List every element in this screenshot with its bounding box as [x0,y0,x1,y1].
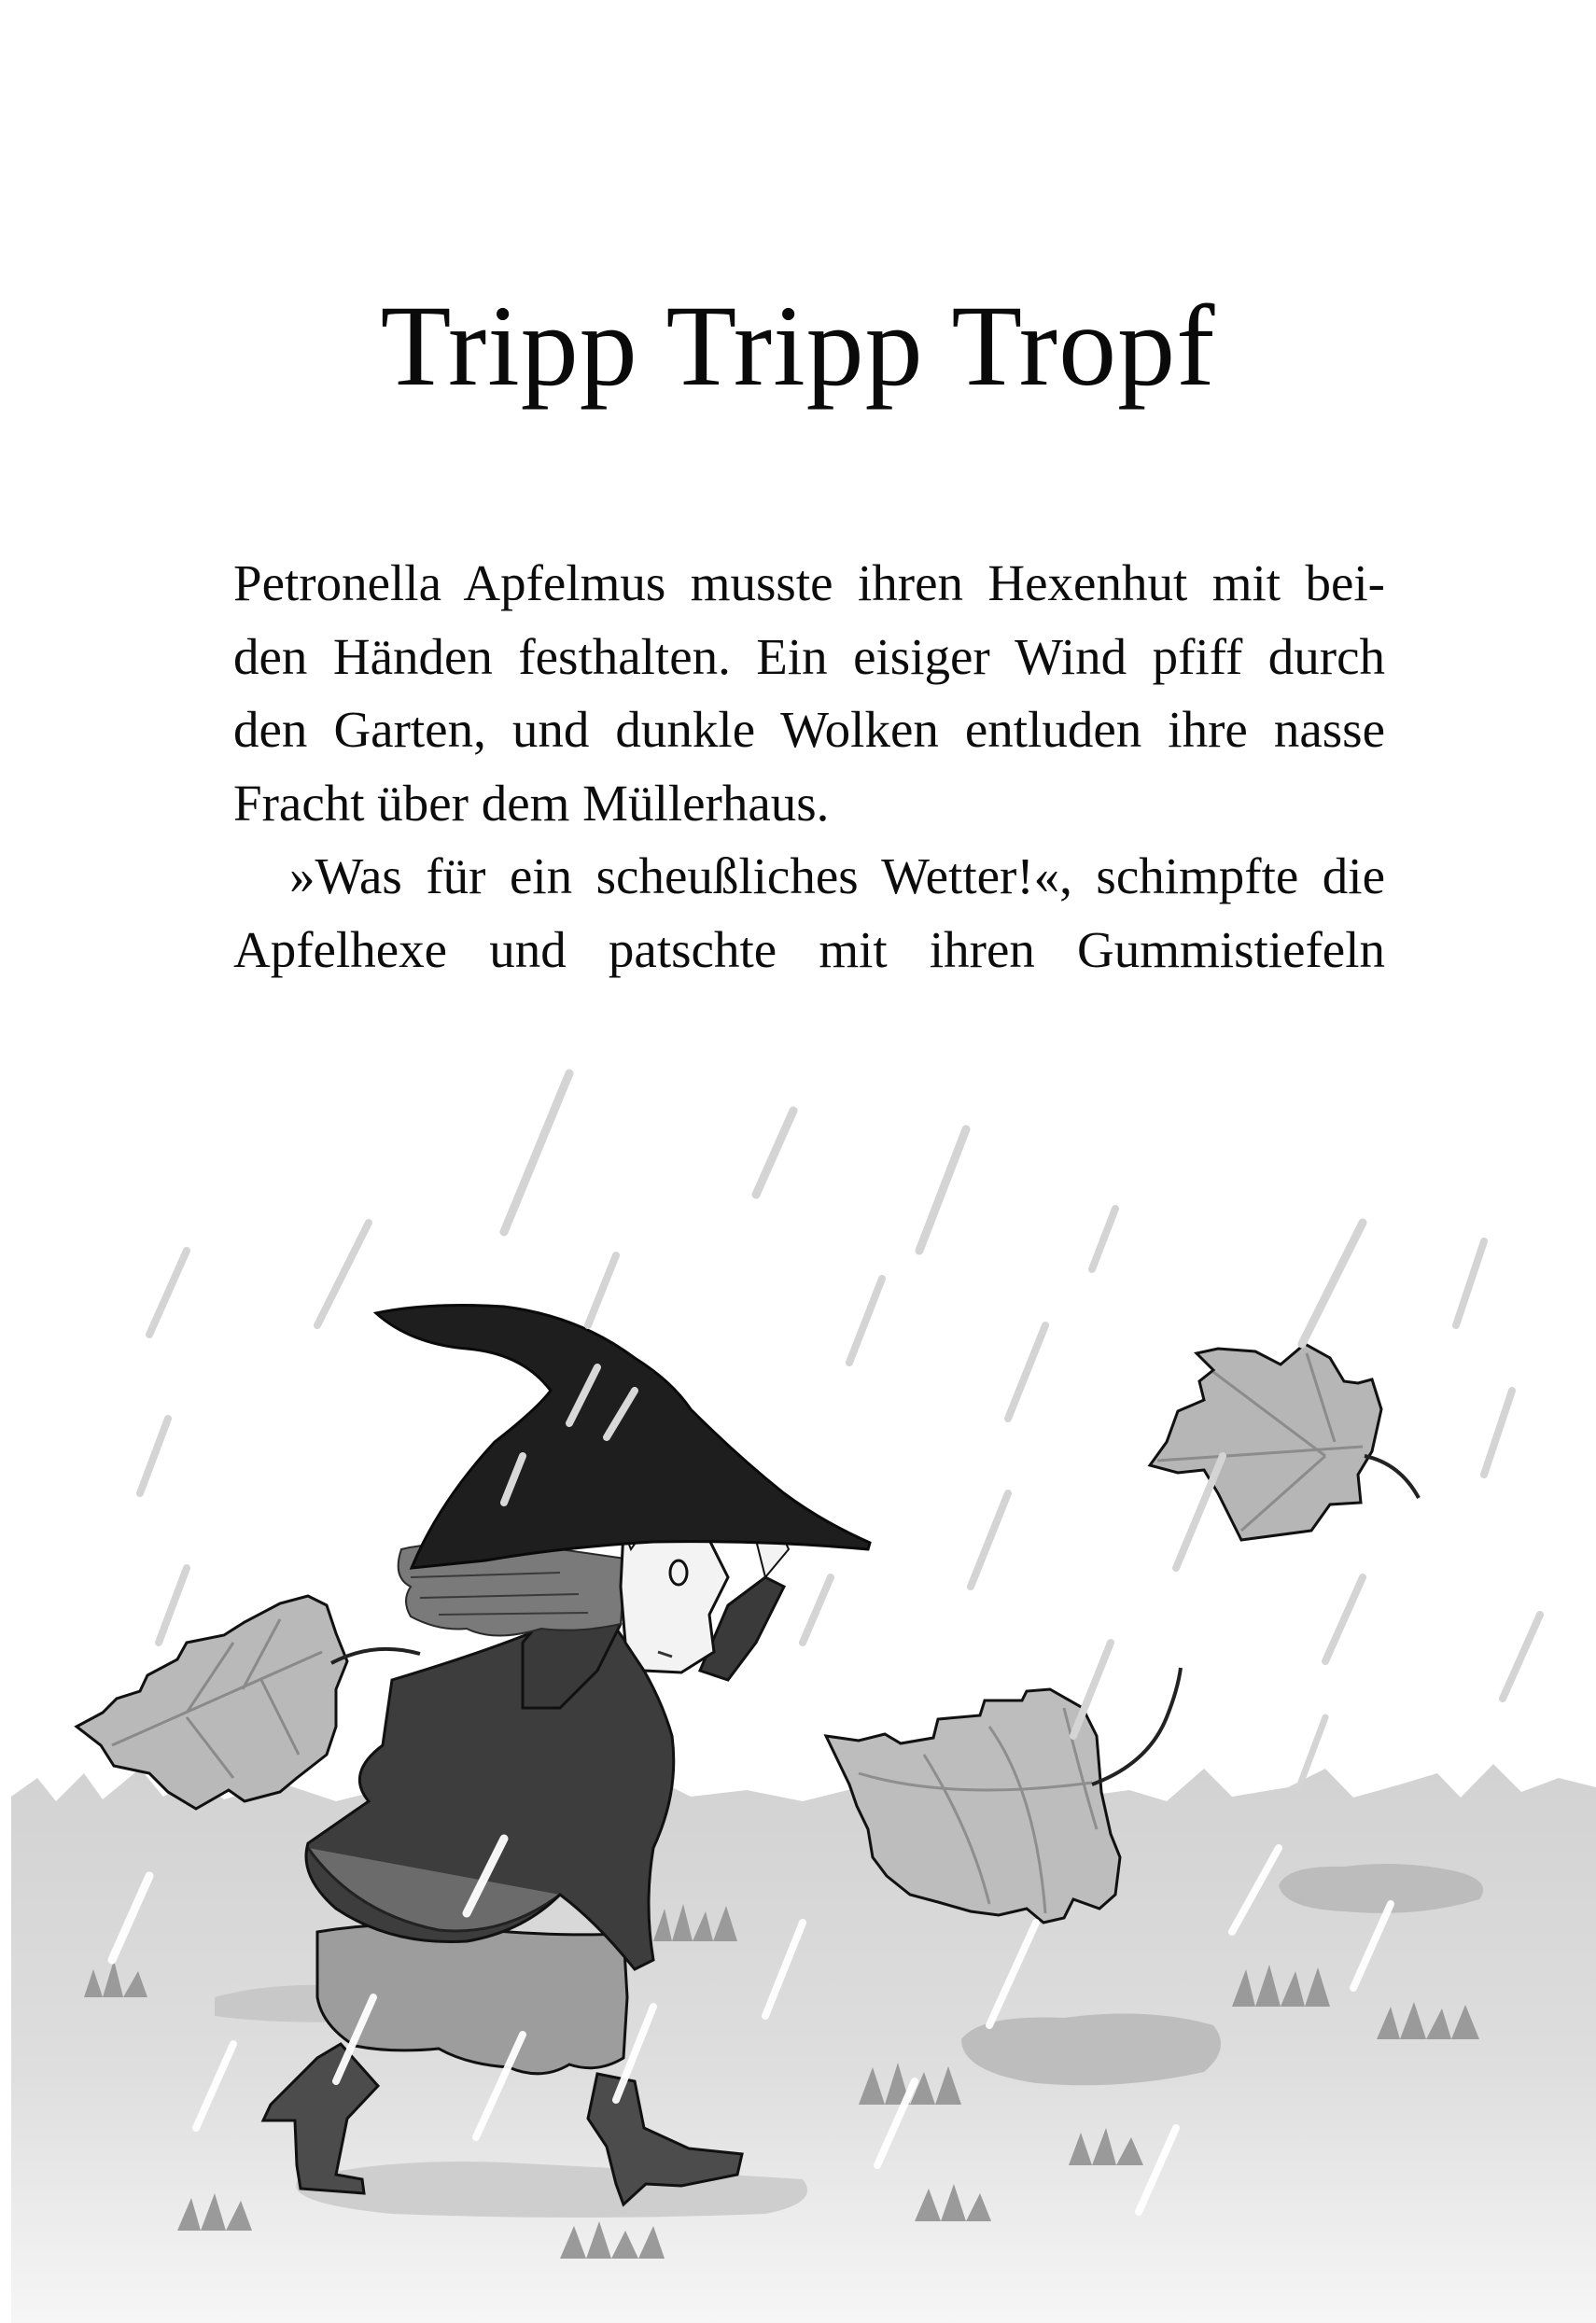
text-line-5: »Was für ein scheußliches Wetter!«, schimpfte die [289,847,1385,905]
ground [11,1764,1596,2323]
text-line-1: Petronella Apfelmus musste ihren Hexenhut mit bei- [233,554,1385,611]
illustration-witch-in-rain [0,1027,1596,2323]
text-line-4: Fracht über dem Müllerhaus. [233,774,830,832]
text-line-6: Apfelhexe und patschte mit ihren Gummistiefeln [233,920,1385,978]
text-line-3: den Garten, und dunkle Wolken entluden ihre nasse [233,701,1385,759]
chapter-title: Tripp Tripp Tropf [380,282,1216,410]
text-line-2: den Händen festhalten. Ein eisiger Wind pfiff durch [233,627,1385,685]
leaf-right [1150,1344,1419,1540]
hat [376,1306,870,1568]
face [621,1531,728,1672]
body-paragraph [233,547,1385,987]
